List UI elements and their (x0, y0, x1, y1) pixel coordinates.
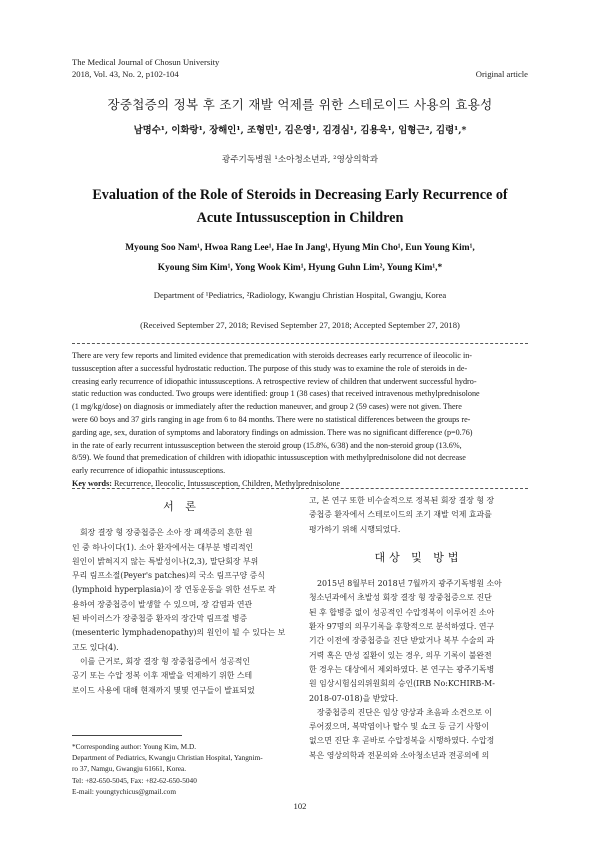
journal-name: The Medical Journal of Chosun University (72, 57, 220, 67)
journal-volume: 2018, Vol. 43, No. 2, p102-104 (72, 68, 179, 79)
body-line: 루어졌으며, 복막염이나 탈수 및 쇼크 등 금기 사항이 (309, 722, 490, 732)
footnote-line: Department of Pediatrics, Kwangju Christian Hospital, Yangnim- (72, 753, 263, 763)
journal-header (72, 57, 219, 80)
received-dates: (Received September 27, 2018; Revised September 27, 2018; Accepted September 27, 2018) (140, 320, 460, 330)
body-line: 없으면 진단 후 곧바로 수압정복을 시행하였다. 수압정 (309, 736, 495, 746)
english-title-line: Evaluation of the Role of Steroids in Decreasing Early Recurrence of (92, 187, 508, 203)
body-line: 고, 본 연구 또한 비수술적으로 정복된 회장 결장 형 장 (309, 496, 495, 505)
body-line: 무리 림프소절(Peyer's patches)의 국소 림프구양 증식 (72, 571, 265, 581)
abstract-line: were 60 boys and 37 girls ranging in age from 6 to 84 months. There were no statistical differences between the groups re- (72, 414, 471, 424)
english-authors-line: Myoung Soo Nam¹, Hwoa Rang Lee¹, Hae In Jang¹, Hyung Min Cho¹, Eun Young Kim¹, (125, 243, 475, 253)
abstract-line: garding age, sex, duration of symptoms and laboratory findings on admission. There was no significant difference (p=0.76) (72, 427, 473, 437)
abstract-line: tussusception after a successful hydrostatic reduction. The purpose of this study was to examine the role of steroids in de- (72, 363, 468, 373)
body-line: 청소년과에서 초발성 회장 결장 형 장중첩증으로 진단 (309, 593, 492, 603)
page-number: 102 (293, 801, 307, 811)
body-line: 한 경우는 대상에서 제외하였다. 본 연구는 광주기독병 (309, 664, 495, 674)
abstract-bottom-rule (72, 488, 528, 489)
footnote-line: Tel: +82-650-5045, Fax: +82-62-650-5040 (72, 775, 197, 785)
english-affiliation: Department of ¹Pediatrics, ²Radiology, Kwangju Christian Hospital, Gwangju, Korea (153, 290, 447, 300)
methods-heading: 대상 및 방법 (374, 550, 463, 564)
body-line: 2018-07-018)을 받았다. (309, 693, 399, 703)
body-line: 원인이 밝혀지지 않는 특발성이나(2,3), 말단회장 부위 (72, 556, 259, 566)
body-line: 복은 영상의학과 전문의와 소아청소년과 전공의에 의 (309, 750, 490, 760)
body-line: 용하여 장중첩증이 발생할 수 있으며, 장 감염과 연관 (72, 599, 253, 609)
korean-affiliation: 광주기독병원 ¹소아청소년과, ²영상의학과 (221, 155, 379, 165)
body-line: 인 중 하나이다(1). 소아 환자에서는 대부분 병리적인 (72, 542, 254, 552)
abstract-line: creasing early recurrence of idiopathic intussusceptions. A retrospective review of children that underwent successful hydro- (72, 376, 477, 386)
body-line: 평가하기 위해 시행되었다. (309, 524, 401, 534)
keywords-text: Recurrence, Ileocolic, Intussusception, Children, Methylprednisolone (113, 478, 341, 488)
english-authors (60, 238, 540, 278)
body-line: 된 후 합병증 없이 성공적인 수압정복이 이루어진 소아 (309, 607, 495, 617)
body-line: 회장 결장 형 장중첩증은 소아 장 폐색증의 흔한 원 (80, 528, 253, 538)
abstract (72, 350, 528, 491)
body-line: 장중첩증의 진단은 임상 양상과 초음파 소견으로 이 (317, 707, 493, 717)
body-line: 된 바이러스가 장중첩증 환자의 장간막 림프절 병증 (72, 614, 248, 624)
footnote-rule (72, 735, 182, 736)
body-line: 기간 이전에 장중첩증을 진단 받았거나 복부 수술의 과 (309, 636, 495, 646)
left-column (72, 494, 291, 698)
keywords-label: Key words: (72, 478, 112, 488)
abstract-line: 8/59). We found that premedication of children with idiopathic intussusception with methylprednisolone did not decrease (72, 453, 466, 463)
body-line: 중첩증 환자에서 스테로이드의 조기 재발 억제 효과를 (309, 510, 492, 520)
korean-title: 장중첩증의 정복 후 조기 재발 억제를 위한 스테로이드 사용의 효용성 (107, 97, 493, 112)
english-title-line: Acute Intussusception in Children (196, 210, 404, 226)
right-column (309, 494, 528, 763)
introduction-heading: 서 론 (163, 500, 200, 513)
body-line: 로이드 사용에 대해 현재까지 몇몇 연구들이 발표되었 (72, 685, 255, 695)
english-title (60, 184, 540, 230)
footnote-email: E-mail: youngtychicus@gmail.com (72, 786, 176, 796)
abstract-line: early recurrence of idiopathic intussusceptions. (72, 466, 226, 476)
body-line: 원 임상시험심의위원회의 승인(IRB No:KCHIRB-M- (309, 679, 495, 689)
article-type: Original article (475, 69, 528, 79)
body-line: 공기 또는 수압 정복 이후 재발을 억제하기 위한 스테 (72, 671, 253, 681)
body-line: 이를 근거로, 회장 결장 형 장중첩증에서 성공적인 (80, 656, 251, 666)
body-line: (lymphoid hyperplasia)이 장 연동운동을 위한 선두로 작 (72, 585, 276, 595)
abstract-line: in the rate of early recurrent intussusception between the steroid group (15.8%, 6/38) and the non-steroid group (13.6%, (72, 440, 462, 450)
abstract-line: (1 mg/kg/dose) on diagnosis or immediately after the reduction maneuver, and group 2 (59 cases) were not given. There (72, 402, 462, 412)
footnote-line: ro 37, Namgu, Gwangju 61661, Korea. (72, 764, 187, 774)
body-line: (mesenteric lymphadenopathy)의 원인이 될 수 있다는 보 (72, 628, 286, 638)
corresponding-author-footnote (72, 741, 302, 797)
footnote-line: *Corresponding author: Young Kim, M.D. (72, 742, 197, 751)
korean-authors: 남명수¹, 이화랑¹, 장해인¹, 조형민¹, 김은영¹, 김경심¹, 김용욱¹, 임형근², 김령¹,* (133, 125, 467, 136)
english-authors-line: Kyoung Sim Kim¹, Yong Wook Kim¹, Hyung Guhn Lim², Young Kim¹,* (157, 263, 443, 273)
body-line: 환자 97명의 의무기록을 후향적으로 분석하였다. 연구 (309, 622, 495, 632)
abstract-line: There are very few reports and limited evidence that premedication with steroids decreases early recurrence of ileocolic in- (72, 351, 472, 360)
abstract-top-rule (72, 343, 528, 344)
body-line: 거력 혹은 만성 질환이 있는 경우, 의무 기록이 불완전 (309, 650, 492, 660)
abstract-line: static reduction was conducted. Two groups were identified: group 1 (38 cases) that received intravenous methylprednisolone (72, 389, 480, 399)
body-line: 2015년 8월부터 2018년 7월까지 광주기독병원 소아 (317, 579, 502, 589)
body-line: 고도 있다(4). (72, 642, 119, 652)
